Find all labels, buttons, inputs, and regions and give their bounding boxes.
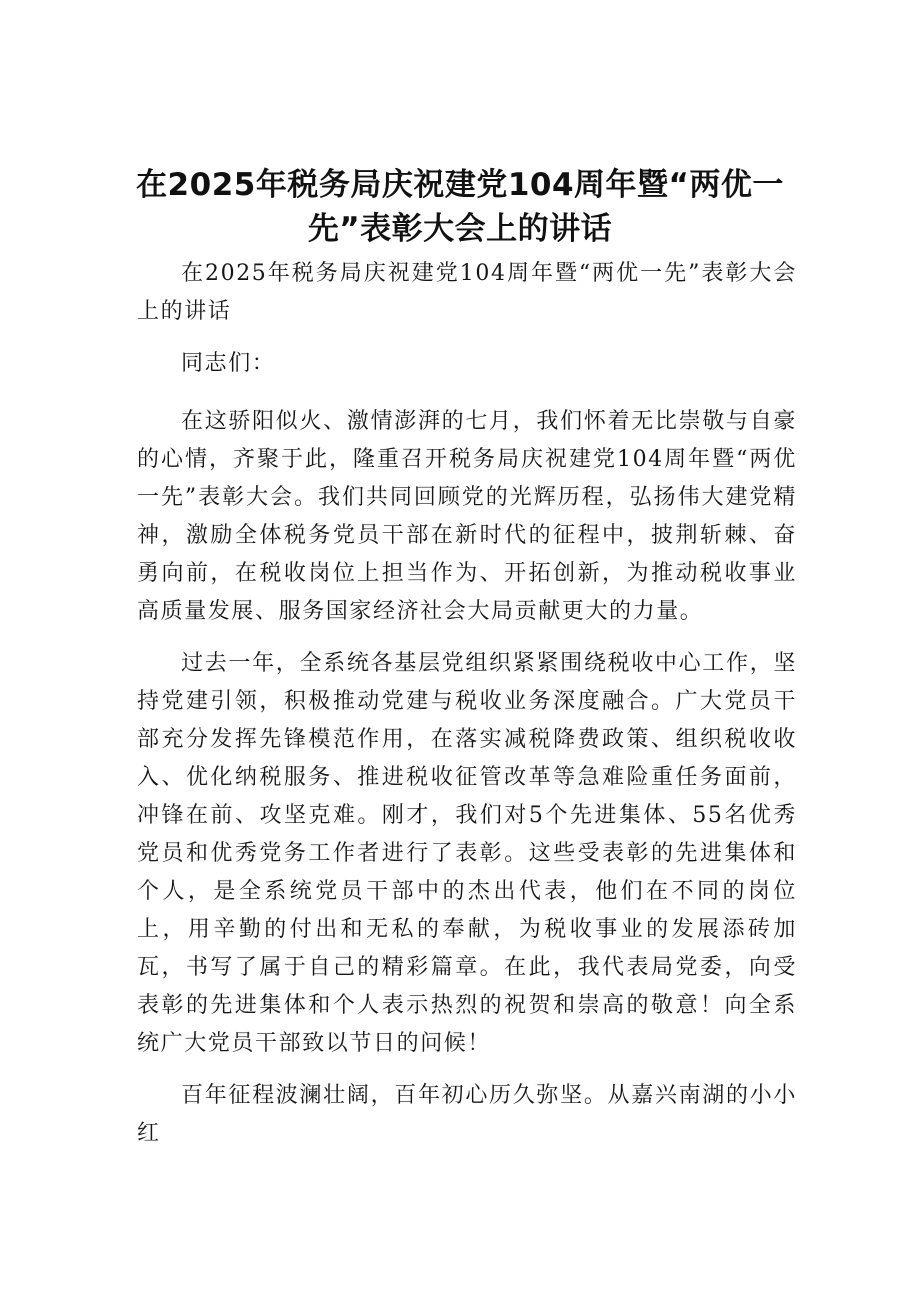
body-paragraph: 在这骄阳似火、激情澎湃的七月，我们怀着无比崇敬与自豪的心情，齐聚于此，隆重召开税务局庆祝建党104周年暨“两优一先”表彰大会。我们共同回顾党的光辉历程，弘扬伟大建党精神，激励全体税务党员干部在新时代的征程中，披荆斩棘、奋勇向前，在税收岗位上担当作为、开拓创新，为推动税收事业高质量发展、服务国家经济社会大局贡献更大的力量。 — [137, 409, 797, 624]
subtitle-paragraph: 在2025年税务局庆祝建党104周年暨“两优一先”表彰大会上的讲话 — [137, 261, 797, 324]
body-paragraph: 过去一年，全系统各基层党组织紧紧围绕税收中心工作，坚持党建引领，积极推动党建与税收业务深度融合。广大党员干部充分发挥先锋模范作用，在落实减税降费政策、组织税收收入、优化纳税服务、推进税收征管改革等急难险重任务面前，冲锋在前、攻坚克难。刚才，我们对5个先进集体、55名优秀党员和优秀党务工作者进行了表彰。这些受表彰的先进集体和个人，是全系统党员干部中的杰出代表，他们在不同的岗位上，用辛勤的付出和无私的奉献，为税收事业的发展添砖加瓦，书写了属于自己的精彩篇章。在此，我代表局党委，向受表彰的先进集体和个人表示热烈的祝贺和崇高的敬意！向全系统广大党员干部致以节日的问候！ — [137, 651, 797, 1056]
salutation-paragraph: 同志们： — [181, 351, 276, 376]
document-body — [137, 255, 797, 1167]
document-title: 在2025年税务局庆祝建党104周年暨“两优一先”表彰大会上的讲话 — [136, 167, 784, 247]
body-paragraph: 百年征程波澜壮阔，百年初心历久弥坚。从嘉兴南湖的小小红 — [137, 1083, 797, 1146]
